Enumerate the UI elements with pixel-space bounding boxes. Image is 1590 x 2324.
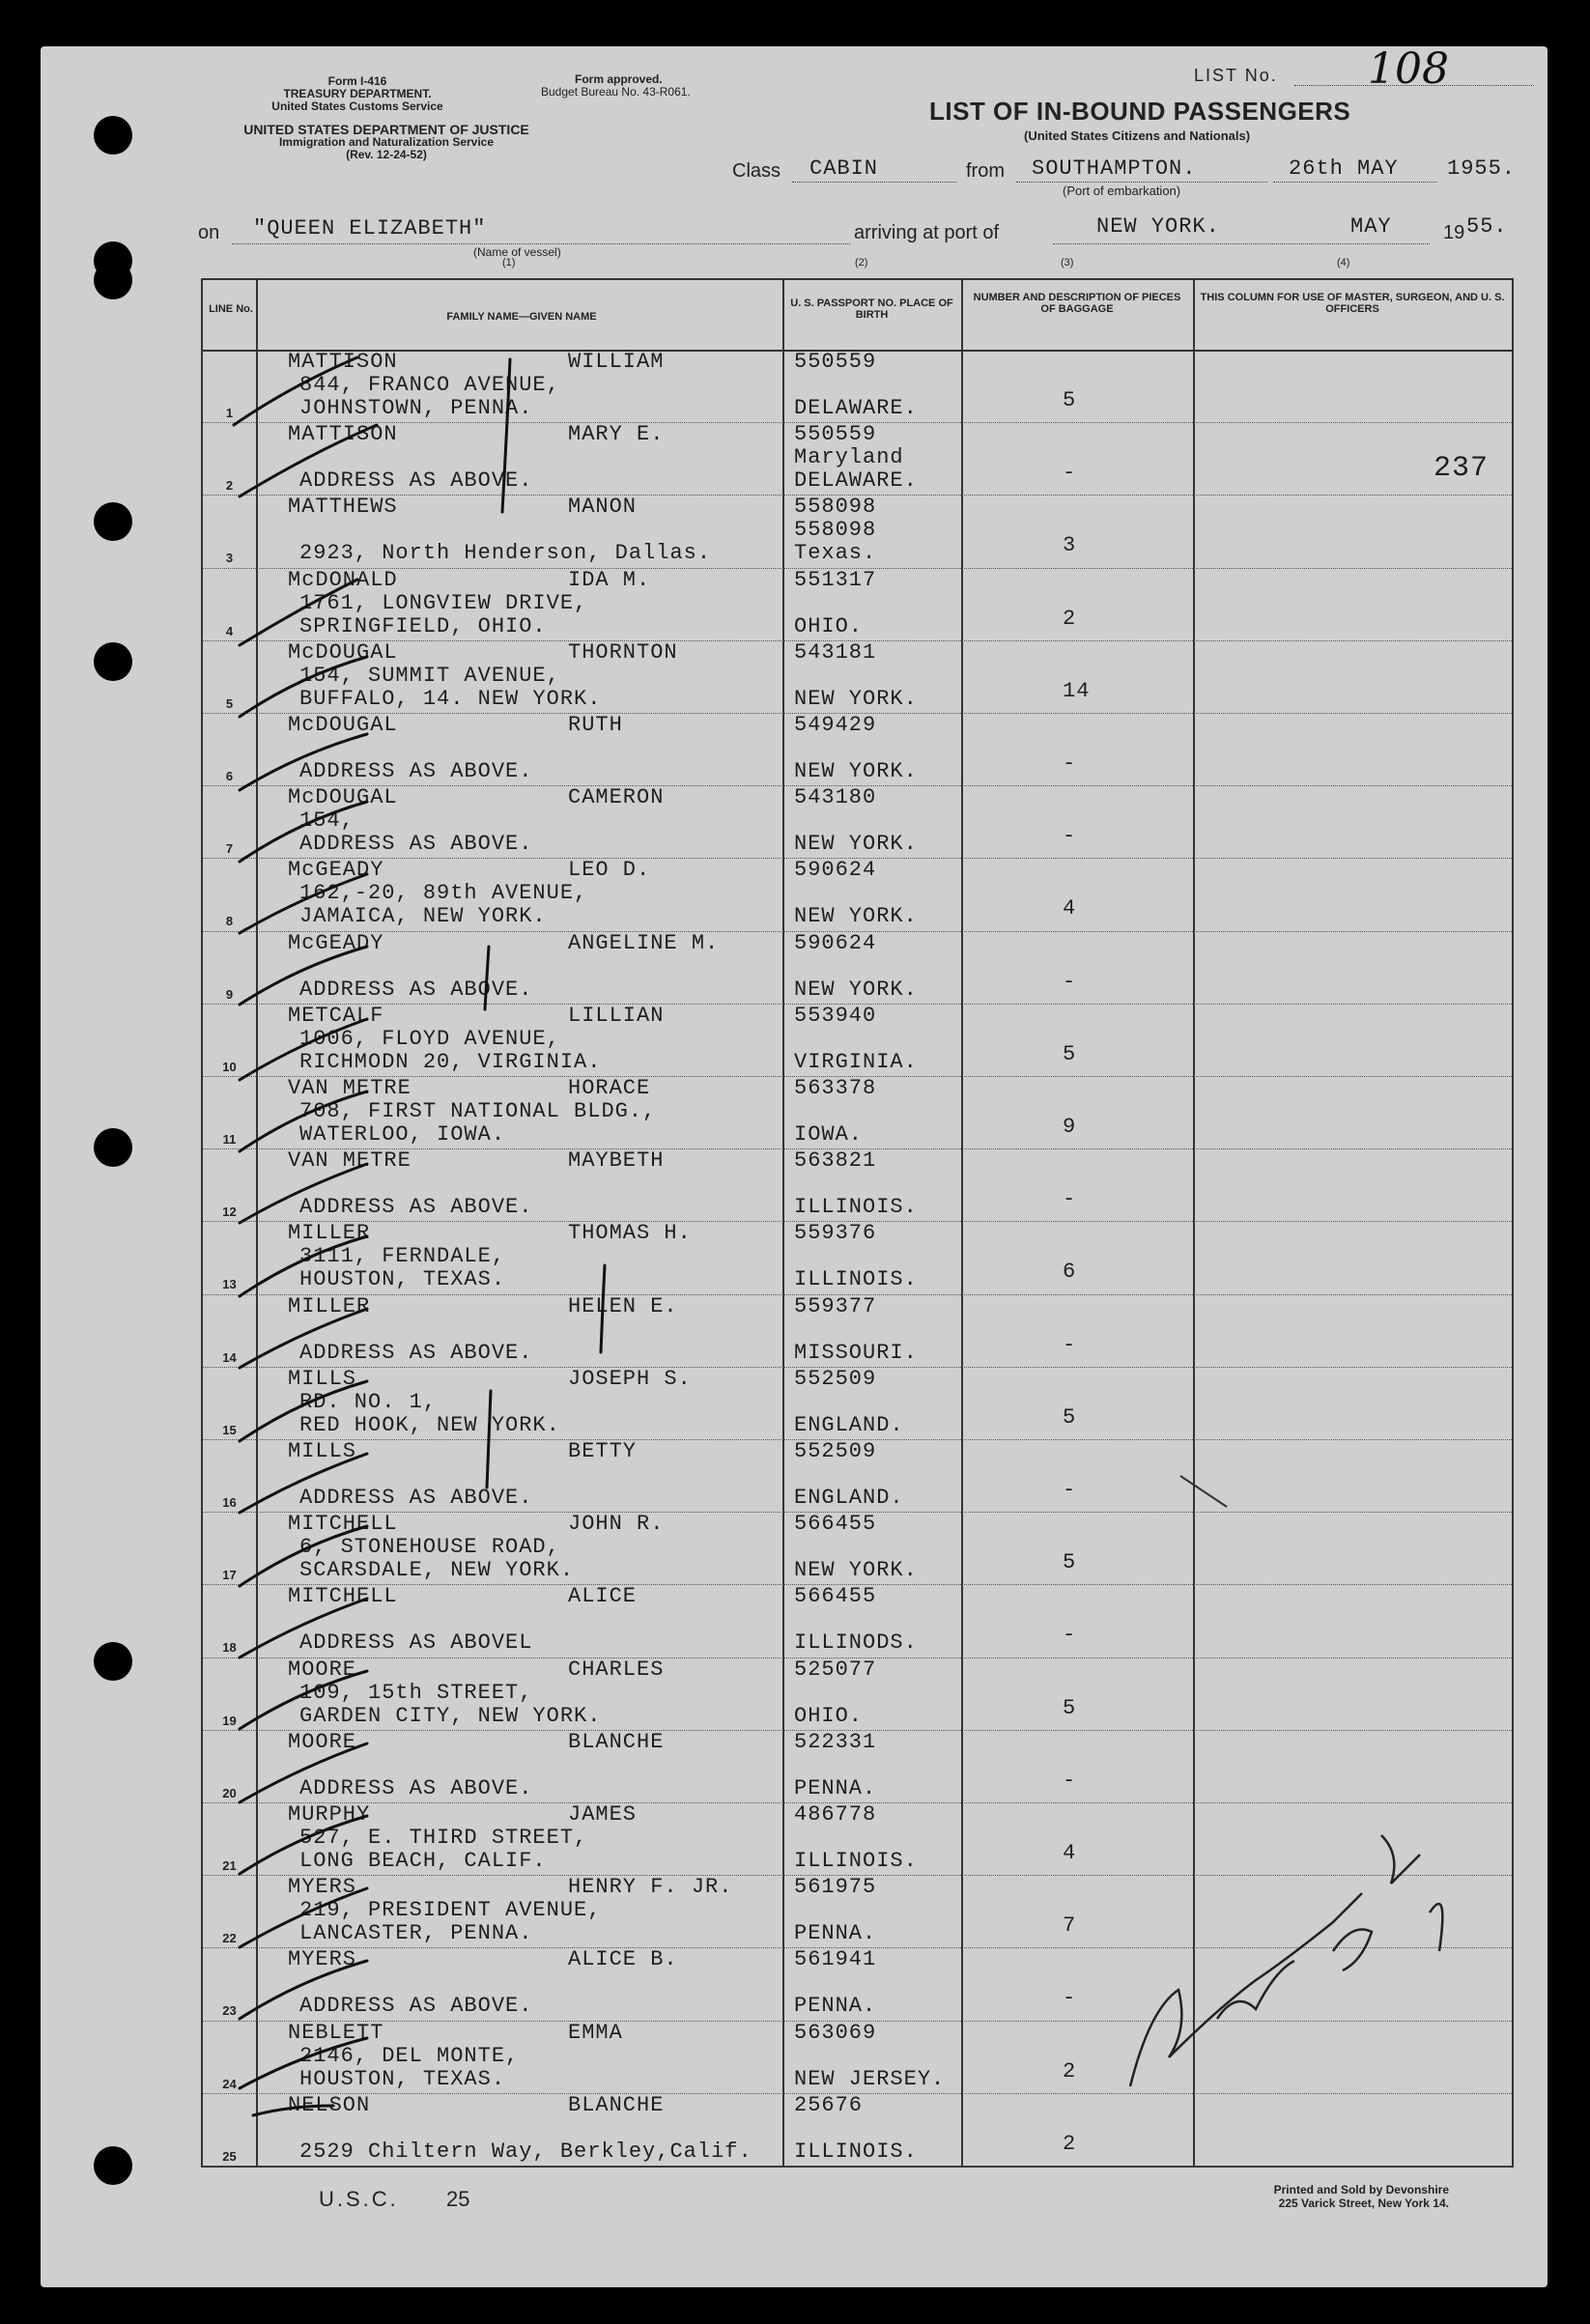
place-of-birth: ILLINOIS. (794, 2139, 918, 2164)
baggage-count: 5 (1063, 1550, 1077, 1575)
address-line2: ADDRESS AS ABOVE. (299, 1195, 533, 1220)
printer-line1: Printed and Sold by Devonshire (1273, 2183, 1449, 2196)
address-line2: ADDRESS AS ABOVE. (299, 468, 533, 494)
passport-number: 566455 (794, 1584, 877, 1609)
place-of-birth: OHIO. (794, 1703, 864, 1728)
passport-note: 558098 (794, 518, 877, 543)
given-name: HELEN E. (568, 1293, 678, 1318)
place-of-birth: VIRGINIA. (794, 1049, 918, 1074)
departure-year: 1955. (1447, 156, 1517, 181)
line-number: 9 (225, 986, 234, 1002)
given-name: BLANCHE (568, 1729, 665, 1754)
given-name: ANGELINE M. (568, 930, 720, 955)
margin-number: 237 (1434, 452, 1490, 485)
col4-number: (4) (1337, 257, 1350, 269)
baggage-count: - (1063, 461, 1077, 486)
place-of-birth: IOWA. (794, 1122, 864, 1147)
family-name: MOORE (288, 1729, 357, 1754)
address-line2: JAMAICA, NEW YORK. (299, 904, 547, 929)
line-number: 17 (222, 1568, 237, 1583)
family-name: NEBLETT (288, 2020, 384, 2045)
treasury-dept: TREASURY DEPARTMENT. (283, 87, 432, 100)
place-of-birth: ILLINOIS. (794, 1267, 918, 1292)
given-name: HORACE (568, 1076, 651, 1100)
address-line2: ADDRESS AS ABOVE. (299, 1994, 533, 2019)
arrival-year-prefix: 19 (1443, 222, 1465, 243)
line-number: 25 (222, 2148, 237, 2164)
place-of-birth: NEW YORK. (794, 977, 918, 1002)
passport-note: Maryland (794, 445, 904, 470)
header-name: FAMILY NAME—GIVEN NAME (446, 311, 597, 323)
page-subtitle: (United States Citizens and Nationals) (1024, 128, 1251, 143)
address-line1: 527, E. THIRD STREET, (299, 1826, 588, 1850)
check-marks (234, 357, 605, 2115)
baggage-count: 4 (1063, 896, 1077, 921)
address-line2: ADDRESS AS ABOVE. (299, 977, 533, 1002)
address-line1: 6, STONEHOUSE ROAD, (299, 1535, 560, 1560)
passport-number: 561941 (794, 1947, 877, 1972)
usc-label: U.S.C. (319, 2187, 399, 2211)
arriving-label: arriving at port of (854, 222, 1000, 243)
baggage-count: - (1063, 1187, 1077, 1212)
baggage-count: 5 (1063, 388, 1077, 412)
baggage-count: 7 (1063, 1913, 1077, 1939)
family-name: MURPHY (288, 1802, 371, 1827)
passport-number: 486778 (794, 1802, 877, 1827)
given-name: BLANCHE (568, 2092, 665, 2117)
revision: (Rev. 12-24-52) (346, 148, 427, 161)
passport-number: 543181 (794, 639, 877, 665)
budget-bureau: Budget Bureau No. 43-R061. (541, 85, 691, 99)
line-number: 7 (225, 841, 234, 857)
line-number: 2 (225, 478, 234, 494)
baggage-count: 2 (1063, 2131, 1077, 2156)
given-name: LILLIAN (568, 1003, 665, 1028)
passport-number: 543180 (794, 785, 877, 810)
baggage-count: - (1063, 969, 1077, 994)
baggage-count: 5 (1063, 1695, 1077, 1720)
given-name: EMMA (568, 2020, 623, 2045)
place-of-birth: ENGLAND. (794, 1486, 904, 1510)
place-of-birth: PENNA. (794, 1775, 877, 1800)
address-line2: WATERLOO, IOWA. (299, 1122, 506, 1147)
address-line2: LONG BEACH, CALIF. (299, 1849, 547, 1873)
address-line1: 1006, FLOYD AVENUE, (299, 1026, 560, 1051)
line-number: 10 (222, 1059, 237, 1074)
family-name: McDONALD (288, 567, 398, 592)
passport-number: 590624 (794, 858, 877, 883)
passport-number: 553940 (794, 1003, 877, 1028)
printer-imprint (1159, 2183, 1449, 2210)
baggage-count: 14 (1063, 678, 1091, 703)
passport-number: 525077 (794, 1657, 877, 1682)
address-line2: HOUSTON, TEXAS. (299, 2066, 506, 2091)
address-line1: RD. NO. 1, (299, 1389, 438, 1414)
passport-number: 552509 (794, 1366, 877, 1391)
line-number: 12 (222, 1205, 237, 1220)
baggage-count: 2 (1063, 606, 1077, 631)
printer-line2: 225 Varick Street, New York 14. (1278, 2196, 1449, 2210)
address-line1: 844, FRANCO AVENUE, (299, 373, 560, 397)
line-number: 4 (225, 623, 234, 638)
port-caption: (Port of embarkation) (1063, 184, 1181, 198)
baggage-count: - (1063, 1768, 1077, 1793)
baggage-count: - (1063, 824, 1077, 849)
address-line2: SCARSDALE, NEW YORK. (299, 1558, 575, 1583)
passport-number: 561975 (794, 1875, 877, 1900)
header-passport: U. S. PASSPORT NO. PLACE OF BIRTH (790, 298, 953, 321)
passport-number: 25676 (794, 2092, 864, 2117)
given-name: MARY E. (568, 422, 665, 447)
place-of-birth: ENGLAND. (794, 1412, 904, 1437)
place-of-birth: PENNA. (794, 1921, 877, 1946)
family-name: NELSON (288, 2092, 371, 2117)
passport-number: 559377 (794, 1293, 877, 1318)
passport-number: 558098 (794, 495, 877, 520)
place-of-birth: NEW YORK. (794, 759, 918, 783)
line-number: 13 (222, 1277, 237, 1292)
address-line2: ADDRESS AS ABOVE. (299, 1775, 533, 1800)
form-number: Form I-416 (327, 74, 387, 88)
passport-number: 563378 (794, 1076, 877, 1100)
line-number: 8 (225, 914, 234, 929)
given-name: CAMERON (568, 785, 665, 810)
address-line2: ADDRESS AS ABOVE. (299, 1486, 533, 1510)
line-number: 20 (222, 1785, 237, 1800)
line-number: 15 (222, 1422, 237, 1437)
list-number: 108 (1368, 44, 1449, 94)
address-line1: 109, 15th STREET, (299, 1680, 533, 1705)
arrival-month: MAY (1350, 214, 1392, 239)
family-name: McDOUGAL (288, 639, 398, 665)
line-number: 23 (222, 2003, 237, 2019)
address-line1: 154, SUMMIT AVENUE, (299, 663, 560, 688)
address-line1: 219, PRESIDENT AVENUE, (299, 1898, 602, 1923)
place-of-birth: NEW YORK. (794, 686, 918, 711)
place-of-birth: PENNA. (794, 1994, 877, 2019)
baggage-count: 2 (1063, 2058, 1077, 2083)
baggage-count: - (1063, 1986, 1077, 2011)
col1-number: (1) (502, 257, 516, 269)
given-name: RUTH (568, 713, 623, 737)
family-name: MITCHELL (288, 1512, 398, 1537)
family-name: MILLS (288, 1439, 357, 1463)
place-of-birth: NEW JERSEY. (794, 2066, 946, 2091)
address-line2: ADDRESS AS ABOVE. (299, 832, 533, 857)
line-number: 3 (225, 551, 234, 566)
arrival-port: NEW YORK. (1096, 214, 1220, 239)
usc-count: 25 (446, 2187, 470, 2211)
baggage-count: 6 (1063, 1260, 1077, 1285)
address-line1: 3111, FERNDALE, (299, 1244, 506, 1269)
col2-number: (2) (855, 257, 868, 269)
family-name: MITCHELL (288, 1584, 398, 1609)
family-name: MYERS (288, 1875, 357, 1900)
line-number: 6 (225, 769, 234, 783)
given-name: JOSEPH S. (568, 1366, 692, 1391)
given-name: CHARLES (568, 1657, 665, 1682)
given-name: MAYBETH (568, 1148, 665, 1174)
col3-number: (3) (1061, 257, 1074, 269)
address-line1: 154, (299, 808, 355, 834)
line-number: 21 (222, 1858, 237, 1873)
given-name: JOHN R. (568, 1512, 665, 1537)
customs-service: United States Customs Service (271, 99, 443, 113)
line-number: 19 (222, 1713, 237, 1728)
family-name: MATTISON (288, 422, 398, 447)
baggage-count: - (1063, 1478, 1077, 1502)
baggage-count: - (1063, 751, 1077, 776)
ins-name: Immigration and Naturalization Service (278, 135, 495, 149)
inspector-signature (1130, 1835, 1442, 2086)
place-of-birth: NEW YORK. (794, 832, 918, 857)
line-number: 24 (222, 2076, 237, 2091)
baggage-count: 5 (1063, 1041, 1077, 1066)
place-of-birth: DELAWARE. (794, 396, 918, 420)
family-name: McGEADY (288, 858, 384, 883)
passport-number: 550559 (794, 350, 877, 374)
family-name: McDOUGAL (288, 785, 398, 810)
family-name: MILLER (288, 1221, 371, 1246)
given-name: BETTY (568, 1439, 638, 1463)
family-name: VAN METRE (288, 1076, 412, 1100)
given-name: JAMES (568, 1802, 638, 1827)
passport-number: 522331 (794, 1729, 877, 1754)
address-line2: GARDEN CITY, NEW YORK. (299, 1703, 602, 1728)
address-line2: 2923, North Henderson, Dallas. (299, 541, 712, 566)
baggage-count: 5 (1063, 1404, 1077, 1430)
passport-number: 550559 (794, 422, 877, 447)
given-name: IDA M. (568, 567, 651, 592)
line-number: 1 (225, 406, 234, 420)
passport-number: 563821 (794, 1148, 877, 1174)
family-name: McGEADY (288, 930, 384, 955)
address-line2: SPRINGFIELD, OHIO. (299, 613, 547, 638)
given-name: THORNTON (568, 639, 678, 665)
family-name: MATTHEWS (288, 495, 398, 520)
given-name: ALICE B. (568, 1947, 678, 1972)
vessel-caption: (Name of vessel) (473, 245, 561, 259)
passport-number: 552509 (794, 1439, 877, 1463)
departure-date: 26th MAY (1289, 156, 1399, 181)
family-name: MATTISON (288, 350, 398, 374)
list-no-label: LIST No. (1194, 66, 1278, 85)
address-line1: 2146, DEL MONTE, (299, 2043, 520, 2068)
page-title: LIST OF IN-BOUND PASSENGERS (929, 97, 1351, 126)
family-name: MILLER (288, 1293, 371, 1318)
port-of-embarkation: SOUTHAMPTON. (1032, 156, 1197, 181)
passport-number: 566455 (794, 1512, 877, 1537)
place-of-birth: NEW YORK. (794, 904, 918, 929)
baggage-count: - (1063, 1332, 1077, 1357)
passport-number: 559376 (794, 1221, 877, 1246)
line-number: 5 (225, 695, 234, 711)
baggage-count: 4 (1063, 1841, 1077, 1865)
place-of-birth: ILLINODS. (794, 1630, 918, 1656)
given-name: MANON (568, 495, 638, 520)
passport-number: 563069 (794, 2020, 877, 2045)
address-line1: 162,-20, 89th AVENUE, (299, 881, 588, 906)
place-of-birth: ILLINOIS. (794, 1195, 918, 1220)
form-approved: Form approved. (575, 72, 663, 86)
family-name: MYERS (288, 1947, 357, 1972)
baggage-count: 3 (1063, 533, 1077, 558)
place-of-birth: DELAWARE. (794, 468, 918, 494)
passport-number: 551317 (794, 567, 877, 592)
family-name: VAN METRE (288, 1148, 412, 1174)
address-line2: ADDRESS AS ABOVE. (299, 759, 533, 783)
on-label: on (198, 222, 220, 243)
given-name: THOMAS H. (568, 1221, 692, 1246)
header-baggage: NUMBER AND DESCRIPTION OF PIECES OF BAGGAGE (973, 292, 1181, 315)
address-line2: RED HOOK, NEW YORK. (299, 1412, 560, 1437)
baggage-count: 9 (1063, 1115, 1077, 1139)
from-label: from (966, 160, 1005, 182)
header-officers: THIS COLUMN FOR USE OF MASTER, SURGEON, AND U. S. OFFICERS (1200, 292, 1505, 315)
class-value: CABIN (809, 156, 879, 181)
passport-number: 549429 (794, 713, 877, 737)
given-name: LEO D. (568, 858, 651, 883)
header-line-no: LINE No. (209, 303, 253, 315)
address-line2: ADDRESS AS ABOVEL (299, 1630, 533, 1656)
given-name: ALICE (568, 1584, 638, 1609)
address-line2: 2529 Chiltern Way, Berkley,Calif. (299, 2139, 752, 2164)
family-name: MILLS (288, 1366, 357, 1391)
line-number: 22 (222, 1931, 237, 1946)
place-of-birth: NEW YORK. (794, 1558, 918, 1583)
line-number: 11 (222, 1132, 237, 1147)
address-line2: ADDRESS AS ABOVE. (299, 1340, 533, 1365)
address-line2: LANCASTER, PENNA. (299, 1921, 533, 1946)
line-number: 16 (222, 1495, 237, 1510)
passport-number: 590624 (794, 930, 877, 955)
address-line1: 1761, LONGVIEW DRIVE, (299, 590, 588, 615)
baggage-count: - (1063, 1623, 1077, 1648)
doj-name: UNITED STATES DEPARTMENT OF JUSTICE (243, 122, 529, 137)
family-name: McDOUGAL (288, 713, 398, 737)
address-line2: RICHMODN 20, VIRGINIA. (299, 1049, 602, 1074)
stray-mark (1180, 1476, 1227, 1507)
given-name: WILLIAM (568, 350, 665, 374)
class-label: Class (732, 160, 781, 182)
address-line1: 708, FIRST NATIONAL BLDG., (299, 1099, 657, 1123)
place-of-birth: OHIO. (794, 613, 864, 638)
line-number: 18 (222, 1640, 237, 1656)
address-line2: BUFFALO, 14. NEW YORK. (299, 686, 602, 711)
arrival-year: 55. (1466, 214, 1508, 239)
place-of-birth: ILLINOIS. (794, 1849, 918, 1873)
place-of-birth: Texas. (794, 541, 877, 566)
place-of-birth: MISSOURI. (794, 1340, 918, 1365)
family-name: METCALF (288, 1003, 384, 1028)
vessel-name: "QUEEN ELIZABETH" (253, 216, 487, 241)
address-line2: JOHNSTOWN, PENNA. (299, 396, 533, 420)
line-number: 14 (222, 1349, 237, 1365)
address-line2: HOUSTON, TEXAS. (299, 1267, 506, 1292)
family-name: MOORE (288, 1657, 357, 1682)
given-name: HENRY F. JR. (568, 1875, 733, 1900)
